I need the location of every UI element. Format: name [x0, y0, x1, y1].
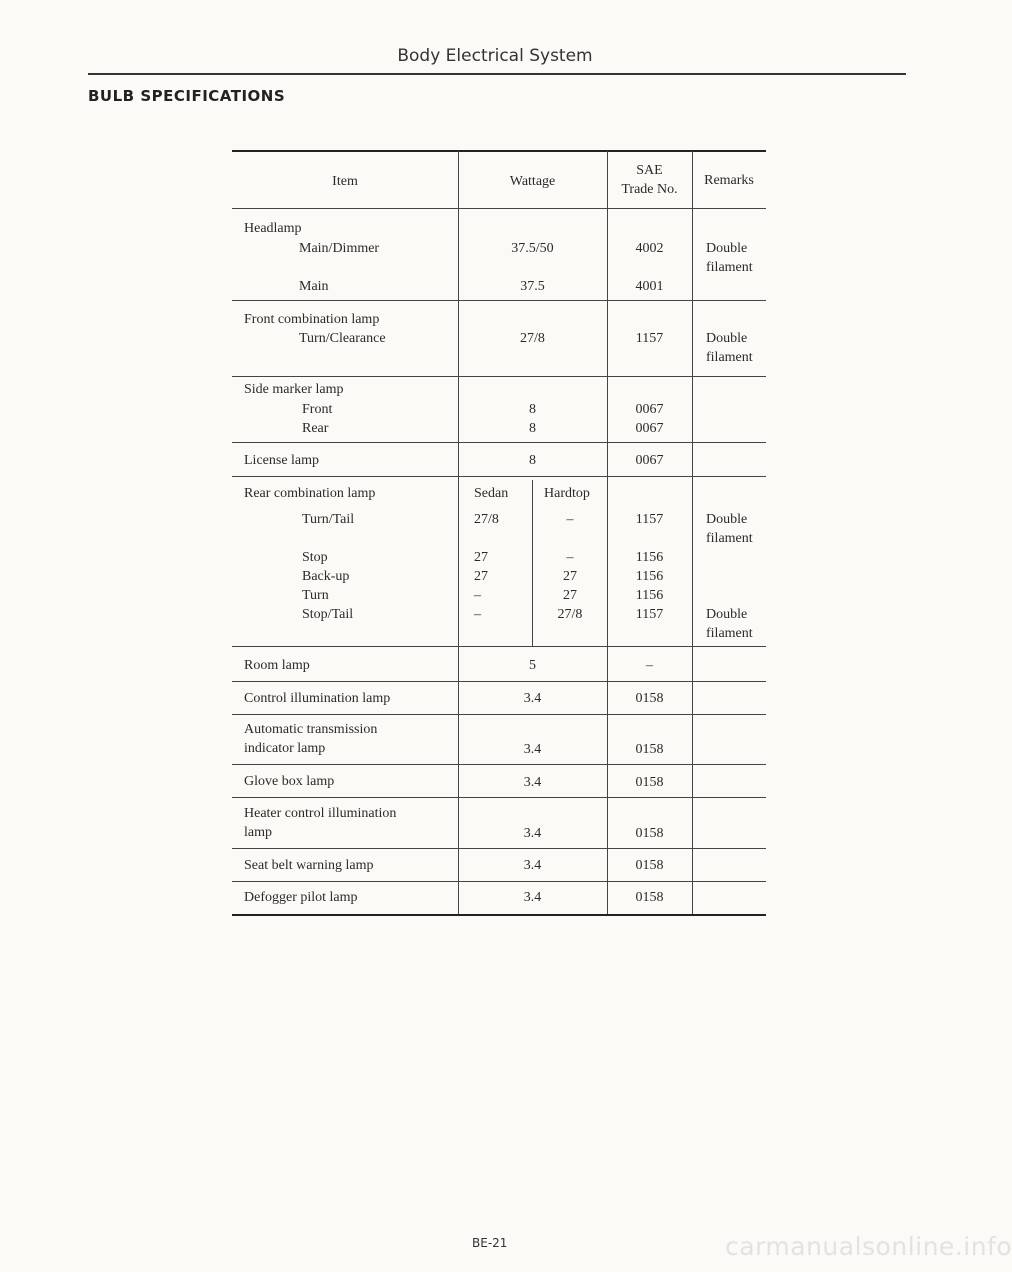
remarks-turn-tail-2: filament [706, 531, 753, 546]
row-rule [232, 476, 766, 477]
hardtop-turn-tail: – [566, 512, 574, 527]
sae-room-lamp: – [646, 658, 653, 673]
row-rule [232, 797, 766, 798]
column-header-sae-trade-no: Trade No. [621, 182, 678, 197]
column-header-sae: SAE [636, 163, 663, 178]
wattage-defogger: 3.4 [523, 890, 542, 905]
remarks-turn-clearance: Double [706, 331, 748, 346]
item-turn: Turn [302, 588, 329, 603]
item-headlamp: Headlamp [244, 221, 302, 236]
sae-main-dimmer: 4002 [635, 241, 664, 256]
sae-turn-tail: 1157 [635, 512, 664, 527]
wattage-side-marker-rear: 8 [529, 421, 536, 436]
sae-glove-box: 0158 [635, 775, 664, 790]
wattage-main-dimmer: 37.5/50 [511, 241, 554, 256]
hardtop-back-up: 27 [563, 569, 577, 584]
item-main-dimmer: Main/Dimmer [299, 241, 380, 256]
column-rule [607, 151, 608, 914]
column-header-wattage: Wattage [509, 174, 556, 189]
sae-turn-clearance: 1157 [635, 331, 664, 346]
item-defogger-pilot-lamp: Defogger pilot lamp [244, 890, 358, 905]
row-rule [232, 442, 766, 443]
watermark: carmanualsonline.info [725, 1232, 1012, 1261]
sae-defogger: 0158 [635, 890, 664, 905]
row-rule [232, 376, 766, 377]
row-rule [232, 714, 766, 715]
row-rule [232, 646, 766, 647]
item-turn-tail: Turn/Tail [302, 512, 355, 527]
row-rule [232, 848, 766, 849]
sae-stop: 1156 [635, 550, 664, 565]
hardtop-stop: – [566, 550, 574, 565]
column-header-remarks: Remarks [704, 173, 754, 188]
column-header-item: Item [332, 174, 358, 189]
section-title: BULB SPECIFICATIONS [88, 87, 286, 105]
sae-license-lamp: 0067 [635, 453, 664, 468]
remarks-stop-tail-2: filament [706, 626, 753, 641]
item-at-indicator-lamp: Automatic transmission [244, 722, 378, 737]
item-side-marker-front: Front [302, 402, 333, 417]
sae-main: 4001 [635, 279, 664, 294]
hardtop-stop-tail: 27/8 [557, 607, 583, 622]
sedan-back-up: 27 [474, 569, 488, 584]
row-rule [232, 764, 766, 765]
sedan-turn: – [474, 588, 481, 603]
table-bottom-rule [232, 914, 766, 916]
item-stop: Stop [302, 550, 328, 565]
sae-at-indicator: 0158 [635, 742, 664, 757]
wattage-seat-belt: 3.4 [523, 858, 542, 873]
item-heater-control-lamp-2: lamp [244, 825, 272, 840]
wattage-control-illumination: 3.4 [523, 691, 542, 706]
row-rule [232, 881, 766, 882]
sae-turn: 1156 [635, 588, 664, 603]
wattage-side-marker-front: 8 [529, 402, 536, 417]
hardtop-turn: 27 [563, 588, 577, 603]
sedan-stop-tail: – [474, 607, 481, 622]
remarks-stop-tail: Double [706, 607, 748, 622]
table-top-rule [232, 150, 766, 152]
remarks-turn-clearance-2: filament [706, 350, 753, 365]
item-heater-control-lamp: Heater control illumination [244, 806, 397, 821]
item-side-marker-lamp: Side marker lamp [244, 382, 344, 397]
sae-seat-belt: 0158 [635, 858, 664, 873]
item-glove-box-lamp: Glove box lamp [244, 774, 335, 789]
item-side-marker-rear: Rear [302, 421, 329, 436]
item-rear-combination-lamp: Rear combination lamp [244, 486, 376, 501]
wattage-main: 37.5 [520, 279, 545, 294]
wattage-heater-control: 3.4 [523, 826, 542, 841]
item-main: Main [299, 279, 329, 294]
subheader-sedan: Sedan [474, 486, 509, 501]
item-seat-belt-warning-lamp: Seat belt warning lamp [244, 858, 374, 873]
wattage-at-indicator: 3.4 [523, 742, 542, 757]
sae-back-up: 1156 [635, 569, 664, 584]
item-turn-clearance: Turn/Clearance [299, 331, 386, 346]
row-rule [232, 681, 766, 682]
item-stop-tail: Stop/Tail [302, 607, 354, 622]
item-at-indicator-lamp-2: indicator lamp [244, 741, 326, 756]
wattage-license-lamp: 8 [529, 453, 536, 468]
sae-heater-control: 0158 [635, 826, 664, 841]
wattage-room-lamp: 5 [529, 658, 536, 673]
column-rule [458, 151, 459, 914]
table-header-rule [232, 208, 766, 209]
sae-side-marker-rear: 0067 [635, 421, 664, 436]
remarks-main-dimmer: Double [706, 241, 748, 256]
column-rule [692, 151, 693, 914]
item-room-lamp: Room lamp [244, 658, 310, 673]
page-number: BE-21 [472, 1236, 508, 1250]
sae-control-illumination: 0158 [635, 691, 664, 706]
wattage-turn-clearance: 27/8 [520, 331, 545, 346]
sae-stop-tail: 1157 [635, 607, 664, 622]
item-front-combination-lamp: Front combination lamp [244, 312, 380, 327]
sae-side-marker-front: 0067 [635, 402, 664, 417]
page-header-title: Body Electrical System [397, 46, 593, 66]
wattage-glove-box: 3.4 [523, 775, 542, 790]
row-rule [232, 300, 766, 301]
item-back-up: Back-up [302, 569, 350, 584]
item-control-illumination-lamp: Control illumination lamp [244, 691, 391, 706]
sedan-stop: 27 [474, 550, 488, 565]
remarks-turn-tail: Double [706, 512, 748, 527]
subheader-hardtop: Hardtop [544, 486, 590, 501]
sedan-turn-tail: 27/8 [474, 512, 499, 527]
remarks-main-dimmer-2: filament [706, 260, 753, 275]
header-rule [88, 73, 906, 75]
item-license-lamp: License lamp [244, 453, 320, 468]
sedan-hardtop-divider [532, 480, 533, 646]
